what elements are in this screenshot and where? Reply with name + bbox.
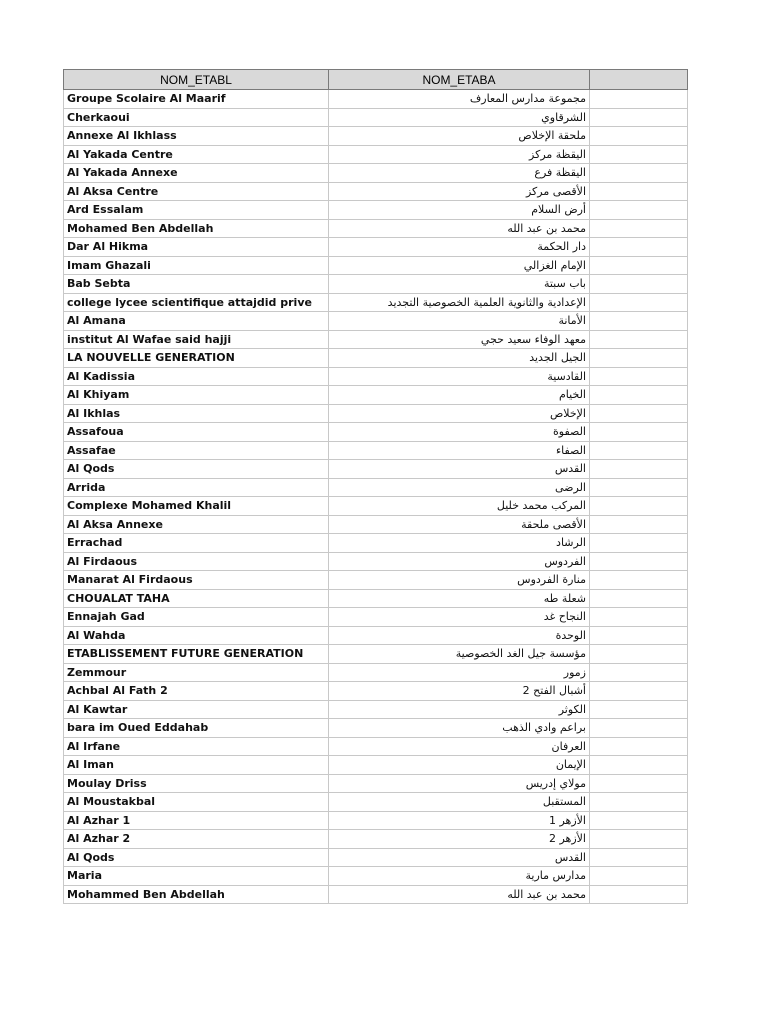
table-row xyxy=(64,312,688,331)
cell-nom-etabl[interactable]: Bab Sebta xyxy=(64,275,329,294)
cell-nom-etaba[interactable]: العرفان xyxy=(329,737,590,756)
cell-empty[interactable] xyxy=(590,386,688,405)
cell-empty[interactable] xyxy=(590,700,688,719)
cell-nom-etaba[interactable]: أشبال الفتح 2 xyxy=(329,682,590,701)
cell-empty[interactable] xyxy=(590,589,688,608)
table-row xyxy=(64,700,688,719)
cell-nom-etabl[interactable]: institut Al Wafae said hajji xyxy=(64,330,329,349)
cell-empty[interactable] xyxy=(590,774,688,793)
cell-nom-etabl[interactable]: LA NOUVELLE GENERATION xyxy=(64,349,329,368)
cell-nom-etabl[interactable]: Al Khiyam xyxy=(64,386,329,405)
table-row xyxy=(64,330,688,349)
cell-nom-etabl[interactable]: Ard Essalam xyxy=(64,201,329,220)
cell-nom-etaba[interactable]: النجاح غد xyxy=(329,608,590,627)
cell-empty[interactable] xyxy=(590,497,688,516)
cell-nom-etaba[interactable]: القادسية xyxy=(329,367,590,386)
cell-empty[interactable] xyxy=(590,441,688,460)
cell-nom-etaba[interactable]: الإخلاص xyxy=(329,404,590,423)
cell-nom-etaba[interactable]: الإيمان xyxy=(329,756,590,775)
cell-empty[interactable] xyxy=(590,349,688,368)
cell-nom-etabl[interactable]: CHOUALAT TAHA xyxy=(64,589,329,608)
table-row xyxy=(64,534,688,553)
table-row xyxy=(64,367,688,386)
cell-empty[interactable] xyxy=(590,645,688,664)
table-row xyxy=(64,293,688,312)
cell-nom-etaba[interactable]: مولاي إدريس xyxy=(329,774,590,793)
cell-nom-etaba[interactable]: المستقبل xyxy=(329,793,590,812)
cell-empty[interactable] xyxy=(590,719,688,738)
cell-nom-etabl[interactable]: Al Moustakbal xyxy=(64,793,329,812)
cell-empty[interactable] xyxy=(590,626,688,645)
cell-empty[interactable] xyxy=(590,90,688,109)
cell-nom-etaba[interactable]: مؤسسة جيل الغد الخصوصية xyxy=(329,645,590,664)
cell-empty[interactable] xyxy=(590,330,688,349)
table-row xyxy=(64,608,688,627)
cell-nom-etabl[interactable]: ETABLISSEMENT FUTURE GENERATION xyxy=(64,645,329,664)
cell-nom-etaba[interactable]: مجموعة مدارس المعارف xyxy=(329,90,590,109)
table-row xyxy=(64,552,688,571)
cell-empty[interactable] xyxy=(590,256,688,275)
cell-nom-etabl[interactable]: bara im Oued Eddahab xyxy=(64,719,329,738)
cell-empty[interactable] xyxy=(590,238,688,257)
cell-nom-etaba[interactable]: الكوثر xyxy=(329,700,590,719)
table-row xyxy=(64,793,688,812)
cell-nom-etaba[interactable]: الفردوس xyxy=(329,552,590,571)
cell-nom-etabl[interactable]: Annexe Al Ikhlass xyxy=(64,127,329,146)
cell-nom-etabl[interactable]: Al Yakada Annexe xyxy=(64,164,329,183)
table-row xyxy=(64,830,688,849)
cell-empty[interactable] xyxy=(590,108,688,127)
cell-nom-etaba[interactable]: شعلة طه xyxy=(329,589,590,608)
cell-nom-etabl[interactable]: Assafoua xyxy=(64,423,329,442)
cell-nom-etabl[interactable]: Al Aksa Centre xyxy=(64,182,329,201)
cell-empty[interactable] xyxy=(590,219,688,238)
table-row xyxy=(64,201,688,220)
cell-nom-etaba[interactable]: الصفوة xyxy=(329,423,590,442)
cell-nom-etabl[interactable]: Maria xyxy=(64,867,329,886)
table-row xyxy=(64,108,688,127)
table-row xyxy=(64,571,688,590)
cell-empty[interactable] xyxy=(590,182,688,201)
table-row xyxy=(64,497,688,516)
cell-empty[interactable] xyxy=(590,793,688,812)
cell-empty[interactable] xyxy=(590,164,688,183)
cell-nom-etaba[interactable]: الأقصى ملحقة xyxy=(329,515,590,534)
cell-nom-etaba[interactable]: الإعدادية والثانوية العلمية الخصوصية التجديد xyxy=(329,293,590,312)
cell-nom-etabl[interactable]: Complexe Mohamed Khalil xyxy=(64,497,329,516)
cell-nom-etabl[interactable]: Al Amana xyxy=(64,312,329,331)
establishments-table xyxy=(63,69,688,904)
cell-empty[interactable] xyxy=(590,423,688,442)
table-row xyxy=(64,219,688,238)
cell-nom-etaba[interactable]: محمد بن عبد الله xyxy=(329,219,590,238)
cell-nom-etabl[interactable]: Mohamed Ben Abdellah xyxy=(64,219,329,238)
cell-nom-etaba[interactable]: الأقصى مركز xyxy=(329,182,590,201)
table-row xyxy=(64,682,688,701)
cell-empty[interactable] xyxy=(590,404,688,423)
cell-empty[interactable] xyxy=(590,737,688,756)
table-row xyxy=(64,885,688,904)
cell-nom-etabl[interactable]: Al Yakada Centre xyxy=(64,145,329,164)
cell-empty[interactable] xyxy=(590,367,688,386)
table-row xyxy=(64,774,688,793)
table-row xyxy=(64,737,688,756)
cell-nom-etaba[interactable]: الأزهر 2 xyxy=(329,830,590,849)
table-row xyxy=(64,848,688,867)
table-body xyxy=(64,90,688,904)
table-row xyxy=(64,423,688,442)
cell-nom-etabl[interactable]: Errachad xyxy=(64,534,329,553)
cell-empty[interactable] xyxy=(590,515,688,534)
cell-nom-etaba[interactable]: الجيل الجديد xyxy=(329,349,590,368)
cell-empty[interactable] xyxy=(590,201,688,220)
cell-nom-etaba[interactable]: الإمام الغزالي xyxy=(329,256,590,275)
cell-empty[interactable] xyxy=(590,460,688,479)
cell-nom-etaba[interactable]: زمور xyxy=(329,663,590,682)
table-row xyxy=(64,719,688,738)
cell-nom-etabl[interactable]: Al Ikhlas xyxy=(64,404,329,423)
table-row xyxy=(64,441,688,460)
table-row xyxy=(64,589,688,608)
cell-nom-etaba[interactable]: الأزهر 1 xyxy=(329,811,590,830)
table-row xyxy=(64,756,688,775)
cell-nom-etaba[interactable]: اليقظة فرع xyxy=(329,164,590,183)
cell-nom-etaba[interactable]: دار الحكمة xyxy=(329,238,590,257)
cell-nom-etaba[interactable]: ملحقة الإخلاص xyxy=(329,127,590,146)
table-row xyxy=(64,386,688,405)
cell-nom-etabl[interactable]: Assafae xyxy=(64,441,329,460)
cell-nom-etabl[interactable]: Al Aksa Annexe xyxy=(64,515,329,534)
table-row xyxy=(64,164,688,183)
cell-nom-etaba[interactable]: براعم وادي الذهب xyxy=(329,719,590,738)
cell-nom-etaba[interactable]: الصفاء xyxy=(329,441,590,460)
table-row xyxy=(64,478,688,497)
table-row xyxy=(64,645,688,664)
cell-nom-etabl[interactable]: Al Qods xyxy=(64,460,329,479)
cell-nom-etabl[interactable]: Zemmour xyxy=(64,663,329,682)
cell-nom-etabl[interactable]: Achbal Al Fath 2 xyxy=(64,682,329,701)
cell-empty[interactable] xyxy=(590,663,688,682)
cell-empty[interactable] xyxy=(590,756,688,775)
cell-empty[interactable] xyxy=(590,145,688,164)
header-nom-etabl[interactable]: NOM_ETABL xyxy=(64,70,329,90)
cell-nom-etabl[interactable]: Al Iman xyxy=(64,756,329,775)
cell-nom-etaba[interactable]: الخيام xyxy=(329,386,590,405)
cell-nom-etaba[interactable]: القدس xyxy=(329,848,590,867)
cell-empty[interactable] xyxy=(590,885,688,904)
table-row xyxy=(64,127,688,146)
cell-nom-etabl[interactable]: Mohammed Ben Abdellah xyxy=(64,885,329,904)
cell-nom-etabl[interactable]: Al Kawtar xyxy=(64,700,329,719)
cell-nom-etabl[interactable]: Al Wahda xyxy=(64,626,329,645)
cell-empty[interactable] xyxy=(590,275,688,294)
header-empty[interactable] xyxy=(590,70,688,90)
header-row xyxy=(64,70,688,90)
cell-nom-etaba[interactable]: الرضى xyxy=(329,478,590,497)
cell-nom-etaba[interactable]: مدارس مارية xyxy=(329,867,590,886)
cell-nom-etabl[interactable]: Al Qods xyxy=(64,848,329,867)
table-row xyxy=(64,626,688,645)
table-row xyxy=(64,145,688,164)
cell-nom-etaba[interactable]: الرشاد xyxy=(329,534,590,553)
cell-nom-etabl[interactable]: Ennajah Gad xyxy=(64,608,329,627)
cell-nom-etabl[interactable]: Cherkaoui xyxy=(64,108,329,127)
table-row xyxy=(64,238,688,257)
table-row xyxy=(64,460,688,479)
table-row xyxy=(64,256,688,275)
cell-empty[interactable] xyxy=(590,571,688,590)
table-row xyxy=(64,515,688,534)
cell-nom-etaba[interactable]: باب سبتة xyxy=(329,275,590,294)
cell-empty[interactable] xyxy=(590,848,688,867)
table-row xyxy=(64,275,688,294)
table-row xyxy=(64,404,688,423)
table-row xyxy=(64,90,688,109)
cell-nom-etabl[interactable]: Al Kadissia xyxy=(64,367,329,386)
cell-nom-etaba[interactable]: منارة الفردوس xyxy=(329,571,590,590)
cell-nom-etabl[interactable]: Al Azhar 2 xyxy=(64,830,329,849)
cell-nom-etabl[interactable]: Groupe Scolaire Al Maarif xyxy=(64,90,329,109)
cell-empty[interactable] xyxy=(590,534,688,553)
cell-nom-etaba[interactable]: الأمانة xyxy=(329,312,590,331)
header-nom-etaba[interactable]: NOM_ETABA xyxy=(329,70,590,90)
cell-nom-etabl[interactable]: college lycee scientifique attajdid prive xyxy=(64,293,329,312)
cell-empty[interactable] xyxy=(590,830,688,849)
cell-nom-etaba[interactable]: معهد الوفاء سعيد حجي xyxy=(329,330,590,349)
cell-nom-etaba[interactable]: أرض السلام xyxy=(329,201,590,220)
cell-empty[interactable] xyxy=(590,293,688,312)
cell-nom-etabl[interactable]: Al Azhar 1 xyxy=(64,811,329,830)
cell-empty[interactable] xyxy=(590,312,688,331)
cell-empty[interactable] xyxy=(590,682,688,701)
table-row xyxy=(64,663,688,682)
cell-nom-etabl[interactable]: Dar Al Hikma xyxy=(64,238,329,257)
cell-nom-etabl[interactable]: Manarat Al Firdaous xyxy=(64,571,329,590)
cell-nom-etaba[interactable]: المركب محمد خليل xyxy=(329,497,590,516)
cell-empty[interactable] xyxy=(590,552,688,571)
table-row xyxy=(64,182,688,201)
cell-empty[interactable] xyxy=(590,127,688,146)
cell-nom-etabl[interactable]: Arrida xyxy=(64,478,329,497)
table-row xyxy=(64,867,688,886)
cell-empty[interactable] xyxy=(590,867,688,886)
cell-nom-etaba[interactable]: الشرقاوي xyxy=(329,108,590,127)
table-row xyxy=(64,811,688,830)
cell-nom-etabl[interactable]: Al Firdaous xyxy=(64,552,329,571)
cell-nom-etabl[interactable]: Imam Ghazali xyxy=(64,256,329,275)
cell-nom-etaba[interactable]: محمد بن عبد الله xyxy=(329,885,590,904)
cell-nom-etaba[interactable]: الوحدة xyxy=(329,626,590,645)
cell-empty[interactable] xyxy=(590,478,688,497)
cell-empty[interactable] xyxy=(590,811,688,830)
cell-empty[interactable] xyxy=(590,608,688,627)
cell-nom-etaba[interactable]: اليقظة مركز xyxy=(329,145,590,164)
cell-nom-etabl[interactable]: Moulay Driss xyxy=(64,774,329,793)
table-row xyxy=(64,349,688,368)
cell-nom-etaba[interactable]: القدس xyxy=(329,460,590,479)
cell-nom-etabl[interactable]: Al Irfane xyxy=(64,737,329,756)
